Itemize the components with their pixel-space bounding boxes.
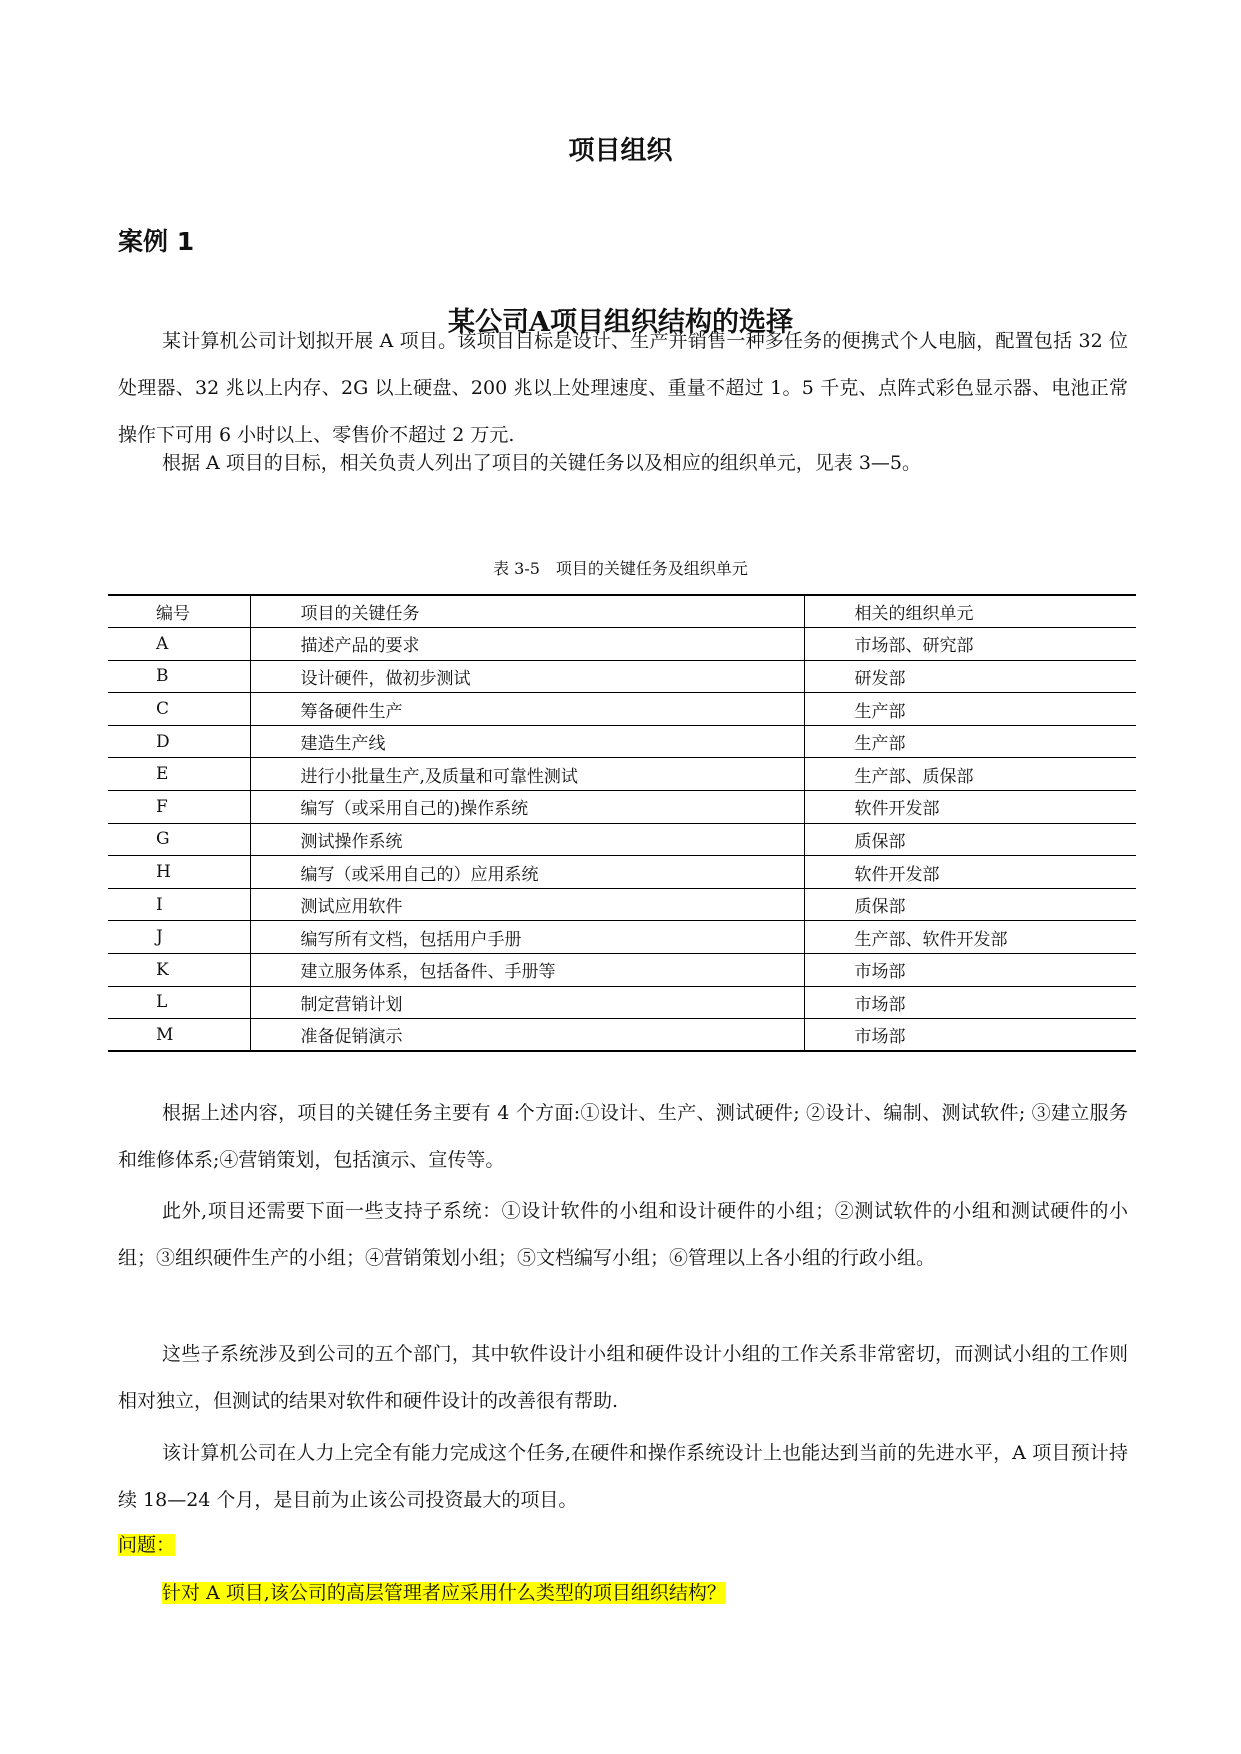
task-number: K: [108, 954, 250, 987]
task-unit: 质保部: [804, 888, 1136, 921]
question-text-highlight: 针对 A 项目,该公司的高层管理者应采用什么类型的项目组织结构？: [162, 1582, 726, 1604]
header-task: 项目的关键任务: [250, 595, 804, 628]
table-row: [108, 1019, 1136, 1052]
task-description: 制定营销计划: [250, 986, 804, 1019]
table-row: [108, 660, 1136, 693]
table-row: [108, 693, 1136, 726]
table-row: [108, 888, 1136, 921]
table-row: [108, 823, 1136, 856]
task-unit: 市场部: [804, 954, 1136, 987]
paragraph-key-aspects: 根据上述内容，项目的关键任务主要有 4 个方面:①设计、生产、测试硬件; ②设计、编制、测试软件; ③建立服务和维修体系;④营销策划，包括演示、宣传等。: [118, 1102, 1128, 1171]
case-heading: 案例 1: [118, 227, 195, 256]
table-row: [108, 725, 1136, 758]
task-description: 准备促销演示: [250, 1019, 804, 1052]
task-unit: 生产部: [804, 693, 1136, 726]
task-description: 建造生产线: [250, 725, 804, 758]
task-description: 进行小批量生产,及质量和可靠性测试: [250, 758, 804, 791]
task-description: 编写（或采用自己的）应用系统: [250, 856, 804, 889]
task-number: D: [108, 725, 250, 758]
table-row: [108, 856, 1136, 889]
task-unit: 质保部: [804, 823, 1136, 856]
paragraph-capacity: 该计算机公司在人力上完全有能力完成这个任务,在硬件和操作系统设计上也能达到当前的先进水平，A 项目预计持续 18—24 个月，是目前为止该公司投资最大的项目。: [118, 1442, 1128, 1511]
header-unit: 相关的组织单元: [804, 595, 1136, 628]
task-number: A: [108, 628, 250, 661]
task-description: 测试操作系统: [250, 823, 804, 856]
task-description: 描述产品的要求: [250, 628, 804, 661]
table-row: [108, 628, 1136, 661]
task-description: 测试应用软件: [250, 888, 804, 921]
table-row: [108, 954, 1136, 987]
task-description: 编写（或采用自己的)操作系统: [250, 791, 804, 824]
table-header-row: [108, 595, 1136, 628]
task-number: J: [108, 921, 250, 954]
task-unit: 研发部: [804, 660, 1136, 693]
question-label-highlight: 问题：: [118, 1534, 176, 1556]
task-description: 建立服务体系，包括备件、手册等: [250, 954, 804, 987]
task-unit: 生产部、质保部: [804, 758, 1136, 791]
paragraph-subsystems: 此外,项目还需要下面一些支持子系统：①设计软件的小组和设计硬件的小组；②测试软件的小组和测试硬件的小组；③组织硬件生产的小组；④营销策划小组；⑤文档编写小组；⑥管理以上各小组的行政小组。: [118, 1200, 1128, 1269]
task-unit: 软件开发部: [804, 856, 1136, 889]
question-text: [162, 1578, 726, 1605]
table-row: [108, 758, 1136, 791]
table-row: [108, 986, 1136, 1019]
task-number: L: [108, 986, 250, 1019]
task-description: 设计硬件，做初步测试: [250, 660, 804, 693]
task-number: F: [108, 791, 250, 824]
header-number: 编号: [108, 595, 250, 628]
task-description: 编写所有文档，包括用户手册: [250, 921, 804, 954]
task-number: H: [108, 856, 250, 889]
task-number: C: [108, 693, 250, 726]
document-title: 项目组织: [568, 136, 673, 166]
task-number: E: [108, 758, 250, 791]
key-tasks-table: [108, 594, 1136, 1052]
task-unit: 软件开发部: [804, 791, 1136, 824]
task-number: M: [108, 1019, 250, 1052]
task-number: B: [108, 660, 250, 693]
task-number: I: [108, 888, 250, 921]
task-unit: 市场部: [804, 986, 1136, 1019]
task-unit: 市场部、研究部: [804, 628, 1136, 661]
task-unit: 市场部: [854, 1027, 906, 1048]
paragraph-departments: 这些子系统涉及到公司的五个部门，其中软件设计小组和硬件设计小组的工作关系非常密切，而测试小组的工作则相对独立，但测试的结果对软件和硬件设计的改善很有帮助.: [118, 1343, 1128, 1412]
task-unit: 生产部: [804, 725, 1136, 758]
table-caption: 表 3-5 项目的关键任务及组织单元: [493, 559, 748, 578]
table-row: [108, 921, 1136, 954]
case-title: 某公司A项目组织结构的选择: [448, 307, 793, 338]
task-description: 筹备硬件生产: [250, 693, 804, 726]
paragraph-intro: 某计算机公司计划拟开展 A 项目。该项目目标是设计、生产并销售一种多任务的便携式个人电脑，配置包括 32 位处理器、32 兆以上内存、2G 以上硬盘、200 兆以上处理速度、重量不超过 1。5 千克、点阵式彩色显示器、电池正常操作下可用 6 小时以上、零售价不超过 2 万元.: [118, 330, 1128, 446]
task-unit: 生产部、软件开发部: [804, 921, 1136, 954]
table-row: [108, 791, 1136, 824]
paragraph-task-list-intro: 根据 A 项目的目标，相关负责人列出了项目的关键任务以及相应的组织单元，见表 3—5。: [162, 452, 922, 474]
task-number: G: [108, 823, 250, 856]
question-label: [118, 1530, 175, 1557]
